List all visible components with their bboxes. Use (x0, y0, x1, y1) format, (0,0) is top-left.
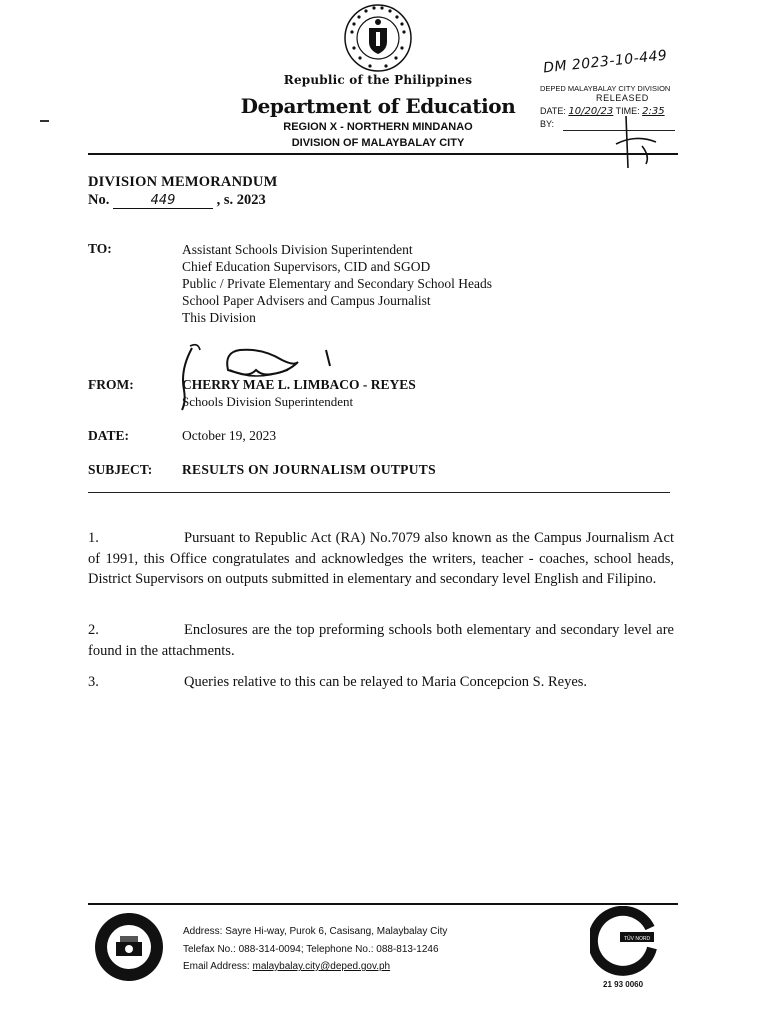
footer-phone: Telefax No.: 088-314-0094; Telephone No.: 088-813-1246 (183, 943, 439, 955)
paragraph-text: Pursuant to Republic Act (RA) No.7079 also known as the Campus Journalism Act of 1991, this Office congratulates and acknowledges the writers, teacher - coaches, school heads, District Supervisors on outputs submitted in elementary and secondary level English and Filipino. (88, 530, 674, 587)
republic-heading: Republic of the Philippines (283, 73, 473, 87)
body-paragraph (88, 672, 674, 693)
subject-value: RESULTS ON JOURNALISM OUTPUTS (182, 462, 436, 477)
deped-seal-icon (338, 2, 418, 74)
body-paragraph (88, 620, 674, 661)
handwritten-memo-code: DM 2023-10-449 (542, 47, 669, 77)
to-label: TO: (88, 241, 112, 256)
recipient-item: This Division (182, 310, 256, 325)
paragraph-text: Queries relative to this can be relayed to Maria Concepcion S. Reyes. (184, 674, 588, 690)
footer-email-line (183, 958, 447, 976)
from-label: FROM: (88, 377, 134, 392)
cert-badge-text: TÜV NORD (623, 936, 651, 942)
paragraph-text: Enclosures are the top preforming schools both elementary and secondary level are found in the attachments. (88, 622, 674, 659)
date-value: October 19, 2023 (182, 428, 277, 443)
footer-contact (183, 923, 447, 976)
department-heading: Department of Education (240, 94, 516, 118)
division-logo-icon (94, 912, 164, 982)
sender-name: CHERRY MAE L. LIMBACO - REYES (182, 377, 416, 392)
body-paragraph (88, 528, 674, 590)
stamp-date-label: DATE: (540, 106, 566, 116)
footer-divider (88, 903, 678, 905)
date-label: DATE: (88, 428, 130, 443)
memo-number-label: No. (88, 192, 110, 208)
recipient-item: School Paper Advisers and Campus Journalist (182, 293, 431, 308)
stamp-time-value: 2:35 (642, 106, 665, 117)
footer-email-link[interactable]: malaybalay.city@deped.gov.ph (252, 961, 391, 972)
footer-email-label: Email Address: (183, 961, 250, 972)
stamp-time-label: TIME: (615, 106, 640, 116)
cert-number: 21 93 0060 (603, 980, 644, 989)
memo-title: DIVISION MEMORANDUM (88, 174, 278, 190)
tuv-certification-icon (590, 906, 660, 976)
stamp-by-label: BY: (540, 119, 555, 129)
margin-mark (40, 120, 49, 122)
paragraph-number: 1. (88, 530, 99, 546)
memo-number-value: 449 (113, 193, 213, 209)
stamp-date-value: 10/20/23 (568, 106, 614, 117)
recipients-list (182, 241, 492, 326)
recipient-item: Public / Private Elementary and Secondary School Heads (182, 276, 493, 291)
stamp-office: DEPED MALAYBALAY CITY DIVISION (540, 84, 671, 93)
footer-address: Address: Sayre Hi-way, Purok 6, Casisang, Malaybalay City (183, 926, 448, 937)
recipient-item: Chief Education Supervisors, CID and SGOD (182, 259, 431, 274)
paragraph-number: 2. (88, 622, 99, 638)
subject-label: SUBJECT: (88, 462, 153, 477)
recipient-item: Assistant Schools Division Superintendent (182, 242, 413, 257)
paragraph-number: 3. (88, 674, 99, 690)
stamp-released: RELEASED (596, 93, 649, 103)
sender-title: Schools Division Superintendent (182, 394, 354, 409)
letterhead-divider (88, 153, 678, 155)
pen-mark-icon (606, 112, 666, 172)
region-heading: REGION X - NORTHERN MINDANAO (283, 121, 473, 133)
memo-number-line (88, 192, 266, 209)
subject-divider (88, 492, 670, 493)
division-heading: DIVISION OF MALAYBALAY CITY (291, 137, 465, 149)
memo-series: , s. 2023 (216, 192, 266, 208)
